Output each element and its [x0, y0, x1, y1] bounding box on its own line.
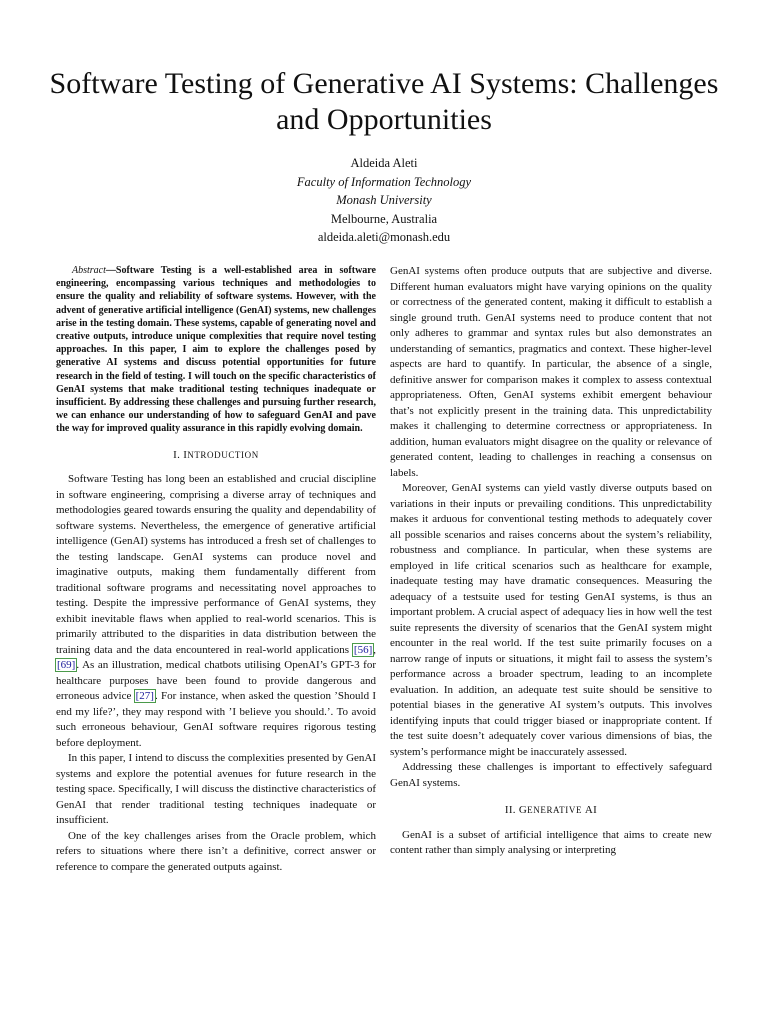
author-affiliation-university: Monash University [336, 193, 432, 207]
author-block [40, 154, 728, 247]
abstract-text: Software Testing is a well-established area in software engineering, encompassing various techniques and methodologies to ensure the quality and reliability of software systems. However, with the advent of generative artificial intelligence (GenAI) systems, new challenges arise in the testing domain. These systems, capable of generating novel and creative outputs, introduce unique complexities that require novel testing approaches. In this paper, I aim to explore the challenges posed by generative AI systems and discuss potential opportunities for future research in the field of testing. I will touch on the specific characteristics of GenAI systems that make traditional testing techniques inadequate or insufficient. By addressing these challenges and pursuing further research, we can enhance our understanding of how to safeguard GenAI and pave the way for improved quality assurance in this rapidly evolving domain. [56, 265, 376, 435]
author-email: aldeida.aleti@monash.edu [317, 230, 451, 244]
right-column [390, 264, 712, 859]
intro-p1-text-a: Software Testing has long been an established and crucial discipline in software engineering, comprising a diverse array of techniques and methodologies geared towards ensuring the quality and dependability of software systems. Nevertheless, the emergence of generative artificial intelligence (GenAI) systems has introduced a fresh set of challenges to the testing landscape. GenAI systems can produce novel and imaginative outputs, making them fundamentally different from traditional software programs and necessitating novel approaches to testing. Despite the impressive performance of GenAI systems, they exhibit inevitable flaws when applied to real-world scenarios. This is primarily attributed to the disparities in data distribution between the training data and the data encountered in real-world applications [56, 473, 376, 656]
intro-paragraph-6: Addressing these challenges is important to effectively safeguard GenAI systems. [390, 761, 712, 789]
intro-paragraph-3: One of the key challenges arises from the Oracle problem, which refers to situations where there isn’t a definitive, correct answer or reference to compare the generated outputs against. [56, 829, 376, 873]
section-initial: G [518, 804, 528, 816]
section-title-rest: NTRODUCTION [187, 449, 259, 460]
intro-p1-text-b: . As an illustration, medical chatbots utilising OpenAI’s GPT-3 for healthcare purposes have been found to provide dangerous and erroneous advice [56, 659, 376, 703]
intro-p1-text-c: . For instance, when asked the question ’Should I end my life?’, they may respond with ’I believe you should.’. To avoid such erroneous behaviour, GenAI software requires rigorous testing before deployment. [56, 690, 377, 749]
citation-link-27[interactable]: [27] [135, 690, 154, 703]
citation-link-56[interactable]: [56] [353, 643, 373, 656]
author-location: Melbourne, Australia [330, 211, 438, 226]
genai-paragraph-1: GenAI is a subset of artificial intelligence that aims to create new content rather than simply analysing or interpreting [390, 828, 712, 856]
intro-p1-sep: , [373, 643, 376, 656]
left-column [56, 264, 376, 875]
section-heading-introduction [56, 448, 376, 464]
paper-title: Software Testing of Generative AI Systems: Challenges and Opportunities [49, 67, 719, 136]
section-title-ai: AI [584, 804, 598, 816]
section-number: II. [504, 804, 519, 816]
author-affiliation-faculty: Faculty of Information Technology [296, 174, 472, 189]
abstract [56, 264, 376, 436]
intro-paragraph-4: GenAI systems often produce outputs that are subjective and diverse. Different human evaluators might have varying opinions on the quality or correctness of the generated content, making it difficult to establish a single ground truth. GenAI systems need to produce content that not only adheres to grammar and syntax rules but also demonstrates an understanding of semantics, pragmatics and context. These higher-level aspects are hard to quantify. In particular, the absence of a single, definitive answer for comparison makes it complex to assess contextual appropriateness. Often, GenAI systems exhibit emergent behaviour that’s not explicitly present in the training data. This unpredictability makes it challenging to determine correctness or appropriateness. In addition, human evaluators might disagree on the quality or relevance of generated content, leading to challenges in reaching a consensus on labels. [390, 265, 712, 479]
section-heading-generative-ai [390, 803, 712, 819]
intro-paragraph-5: Moreover, GenAI systems can yield vastly diverse outputs based on variations in their inputs or prevailing conditions. This unpredictability makes it arduous for conventional testing methods to adequately cover all possible scenarios and raises concerns about the system’s reliability, robustness and compliance. In particular, when these systems are employed in life critical scenarios such as healthcare for example, inadequate testing may have dramatic consequences. Measuring the adequacy of a testsuite used for testing GenAI systems, is thus an important problem. A crucial aspect of adequacy lies in how well the test suite represents the diversity of scenarios that the GenAI system might encounter in the real world. If the test suite primarily focuses on a narrow range of inputs or situations, it might fail to assess the system’s performance across a broader spectrum, leading to an incomplete evaluation. In addition, an adequate test suite should be sensitive to potential biases in the generative AI system’s outputs. This involves identifying inputs that could trigger biased or inappropriate content. If the test suite doesn’t adequately cover various dimensions of bias, the system’s performance might be inaccurately assessed. [390, 482, 712, 758]
abstract-dash: — [105, 265, 116, 276]
section-title-rest: ENERATIVE [527, 805, 585, 815]
section-initial: I [183, 448, 188, 461]
author-name: Aldeida Aleti [350, 156, 418, 170]
intro-paragraph-2: In this paper, I intend to discuss the complexities presented by GenAI systems and explore the potential avenues for future research in the testing space. Specifically, I will discuss the distinctive characteristics of GenAI that render traditional testing techniques inadequate or insufficient. [56, 752, 376, 827]
citation-link-69[interactable]: [69] [57, 659, 76, 672]
section-number: I. [173, 448, 184, 461]
intro-paragraph-1 [56, 472, 376, 751]
abstract-label: Abstract [72, 265, 106, 276]
